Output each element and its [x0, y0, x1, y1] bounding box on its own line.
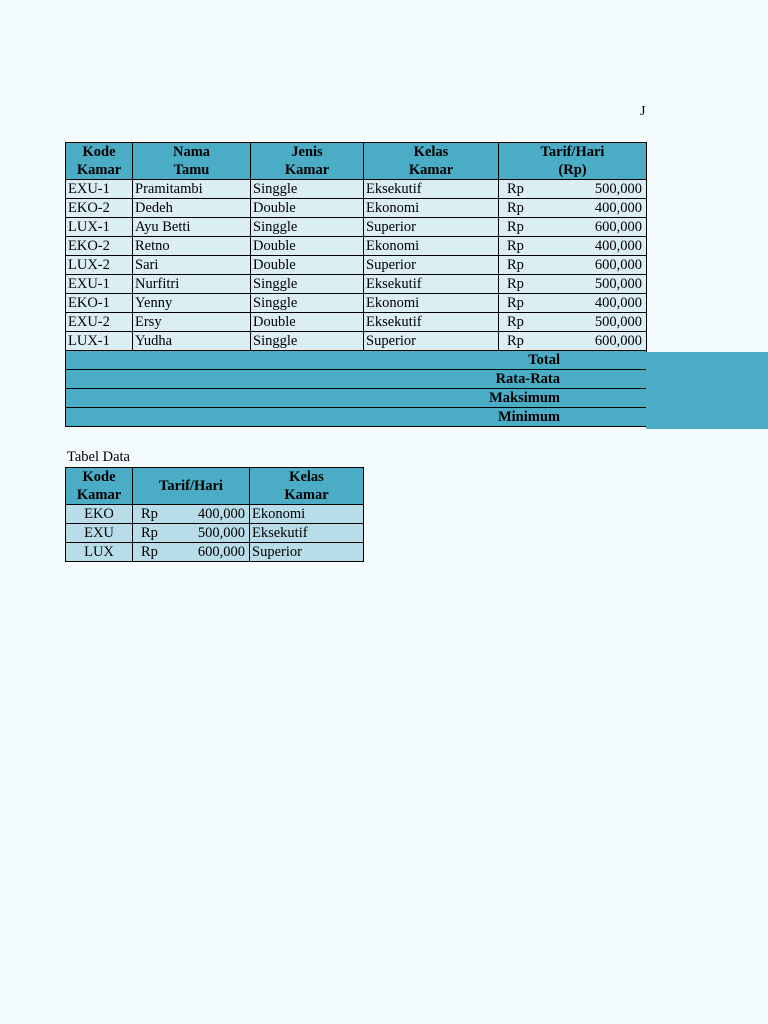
nama-cell: Pramitambi [133, 180, 251, 199]
tarif-cell [499, 294, 647, 313]
column-header: Kamar [364, 161, 499, 180]
column-header: Kelas [250, 468, 364, 487]
tarif-cell [499, 218, 647, 237]
header-row [66, 143, 647, 162]
currency-label: Rp [507, 200, 524, 216]
table-row [66, 543, 364, 562]
kode-cell: EXU-1 [66, 275, 133, 294]
column-header: Kelas [364, 143, 499, 162]
table-row [66, 294, 647, 313]
kode-cell: EXU-2 [66, 313, 133, 332]
jenis-cell: Double [251, 256, 364, 275]
column-header: Kode [66, 143, 133, 162]
column-header: Tarif/Hari [499, 143, 647, 162]
currency-label: Rp [507, 219, 524, 235]
kelas-cell: Eksekutif [364, 275, 499, 294]
currency-label: Rp [141, 506, 158, 522]
kelas-cell: Eksekutif [364, 313, 499, 332]
table-row [66, 524, 364, 543]
kode-cell: EKO-1 [66, 294, 133, 313]
nama-cell: Ayu Betti [133, 218, 251, 237]
jenis-cell: Singgle [251, 294, 364, 313]
column-header: Jenis [251, 143, 364, 162]
column-header: Kode [66, 468, 133, 487]
summary-label: Total [66, 351, 647, 370]
summary-label: Minimum [66, 408, 647, 427]
tarif-amount: 500,000 [594, 181, 642, 197]
kelas-cell: Ekonomi [250, 505, 364, 524]
column-header: Nama [133, 143, 251, 162]
tarif-amount: 400,000 [594, 238, 642, 254]
tarif-amount: 600,000 [594, 219, 642, 235]
kode-cell: EXU-1 [66, 180, 133, 199]
currency-label: Rp [507, 257, 524, 273]
table-row [66, 199, 647, 218]
table-row [66, 237, 647, 256]
header-row [66, 161, 647, 180]
tarif-cell [499, 237, 647, 256]
tarif-amount: 500,000 [594, 276, 642, 292]
column-header: (Rp) [499, 161, 647, 180]
kelas-cell: Superior [250, 543, 364, 562]
tarif-amount: 500,000 [197, 525, 245, 541]
nama-cell: Nurfitri [133, 275, 251, 294]
column-header: Kamar [66, 161, 133, 180]
table-row [66, 332, 647, 351]
kode-cell: LUX-1 [66, 332, 133, 351]
tarif-amount: 400,000 [594, 200, 642, 216]
nama-cell: Dedeh [133, 199, 251, 218]
currency-label: Rp [141, 544, 158, 560]
jenis-cell: Double [251, 237, 364, 256]
tarif-cell [499, 256, 647, 275]
main-table [65, 142, 647, 427]
kelas-cell: Eksekutif [364, 180, 499, 199]
tarif-cell [499, 313, 647, 332]
table-row [66, 180, 647, 199]
jenis-cell: Double [251, 199, 364, 218]
column-header: Kamar [251, 161, 364, 180]
kode-cell: EKO [66, 505, 133, 524]
nama-cell: Yenny [133, 294, 251, 313]
currency-label: Rp [141, 525, 158, 541]
tarif-amount: 400,000 [197, 506, 245, 522]
kelas-cell: Ekonomi [364, 237, 499, 256]
kelas-cell: Ekonomi [364, 294, 499, 313]
tarif-cell [133, 505, 250, 524]
tarif-cell [133, 543, 250, 562]
table-row [66, 218, 647, 237]
kelas-cell: Eksekutif [250, 524, 364, 543]
kode-cell: LUX-2 [66, 256, 133, 275]
kode-cell: LUX [66, 543, 133, 562]
tarif-cell [499, 275, 647, 294]
currency-label: Rp [507, 181, 524, 197]
currency-label: Rp [507, 333, 524, 349]
corner-text: J [640, 104, 646, 119]
summary-label: Maksimum [66, 389, 647, 408]
kelas-cell: Superior [364, 218, 499, 237]
column-header: Kamar [250, 486, 364, 505]
jenis-cell: Singgle [251, 275, 364, 294]
nama-cell: Yudha [133, 332, 251, 351]
summary-extension [646, 352, 768, 429]
jenis-cell: Double [251, 313, 364, 332]
kode-cell: EKO-2 [66, 237, 133, 256]
tarif-amount: 500,000 [594, 314, 642, 330]
table-row [66, 505, 364, 524]
currency-label: Rp [507, 276, 524, 292]
data-table [65, 467, 364, 562]
currency-label: Rp [507, 238, 524, 254]
data-table-label: Tabel Data [67, 449, 130, 465]
currency-label: Rp [507, 314, 524, 330]
nama-cell: Ersy [133, 313, 251, 332]
summary-row [66, 389, 647, 408]
summary-row [66, 351, 647, 370]
tarif-amount: 400,000 [594, 295, 642, 311]
currency-label: Rp [507, 295, 524, 311]
tarif-cell [499, 180, 647, 199]
summary-label: Rata-Rata [66, 370, 647, 389]
nama-cell: Sari [133, 256, 251, 275]
table-row [66, 275, 647, 294]
kelas-cell: Ekonomi [364, 199, 499, 218]
tarif-cell [499, 199, 647, 218]
tarif-cell [499, 332, 647, 351]
kode-cell: EKO-2 [66, 199, 133, 218]
nama-cell: Retno [133, 237, 251, 256]
kelas-cell: Superior [364, 332, 499, 351]
tarif-amount: 600,000 [594, 333, 642, 349]
tarif-amount: 600,000 [197, 544, 245, 560]
table-row [66, 313, 647, 332]
column-header: Tamu [133, 161, 251, 180]
column-header: Kamar [66, 486, 133, 505]
kode-cell: LUX-1 [66, 218, 133, 237]
kelas-cell: Superior [364, 256, 499, 275]
kode-cell: EXU [66, 524, 133, 543]
column-header: Tarif/Hari [133, 468, 250, 505]
jenis-cell: Singgle [251, 332, 364, 351]
tarif-cell [133, 524, 250, 543]
jenis-cell: Singgle [251, 218, 364, 237]
table-row [66, 256, 647, 275]
header-row [66, 468, 364, 487]
summary-row [66, 370, 647, 389]
jenis-cell: Singgle [251, 180, 364, 199]
tarif-amount: 600,000 [594, 257, 642, 273]
summary-row [66, 408, 647, 427]
